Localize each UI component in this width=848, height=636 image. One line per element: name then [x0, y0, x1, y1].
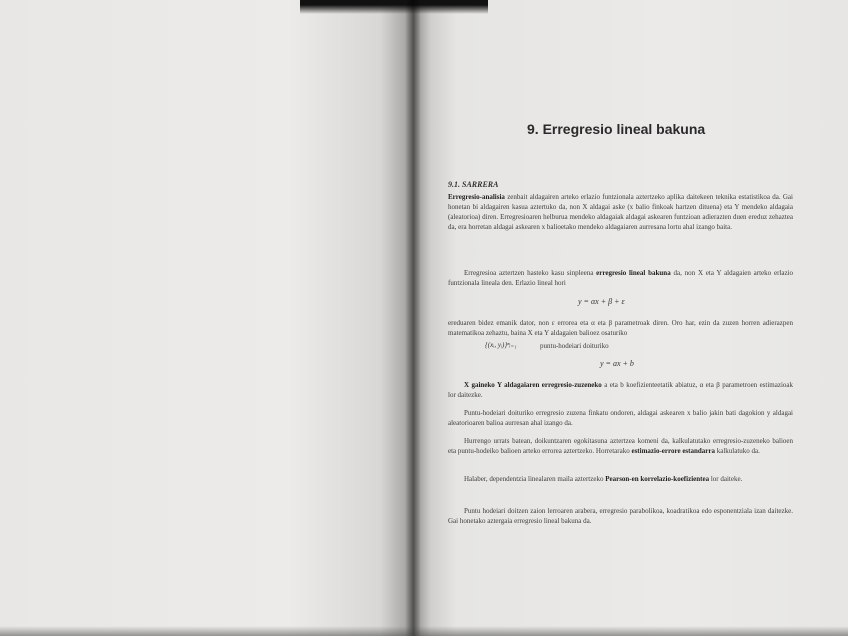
paragraph-coefficients-text: a eta b koefizienteetatik abiatuz, α eta β parametroen estimazioak lor daitezke.	[448, 381, 794, 399]
chapter-title: 9. Erregresio lineal bakuna	[527, 121, 706, 137]
term-erregresio-analisia: Erregresio-analisia	[448, 193, 505, 201]
left-page	[0, 0, 413, 636]
paragraph-goodness-text-a: Hurrengo urrats batean, doikuntzaren egokitasuna aztertzea komeni da, kalkulatutako erregresio-zuzeneko balioen eta puntu-hodeiko balioen arteko errorea aztertzeko. Horretarako	[448, 437, 793, 455]
term-estimazio-errore-estandarra: estimazio-errore estandarra	[631, 447, 715, 455]
paragraph-simple-case-text-a: Erregresioa aztertzen hasteko kasu sinpleena	[464, 269, 597, 277]
paragraph-goodness-of-fit	[448, 436, 793, 456]
paragraph-pearson-text-b: lor daiteke.	[709, 475, 743, 483]
paragraph-goodness-text-b: kalkulatuko da.	[714, 447, 760, 455]
paragraph-pearson	[448, 474, 793, 484]
paragraph-simple-case-text-b: da, non X eta Y aldagaien arteko erlazio funtzionala lineala den. Erlazio lineal hori	[448, 269, 793, 287]
paragraph-intro-text: zenbait aldagairen arteko erlazio funtzionala aztertzeko aplika daitekeen teknika estatistikoa da. Gai honetan bi aldagairen kasua aztertuko da, non X aldagai aske (x balio finkoak hartzen dituena) eta Y mendeko aldagaia (aleatorioa) diren. Erregresioaren helburua mendeko aldagaiak aldagai askearen funtzioan adierazten duen ereduz zehaztea da, era horretan aldagai askearen x balioetako mendeko aldagaiaren aurresana lortu ahal izango baita.	[448, 193, 793, 231]
section-heading: 9.1. SARRERA	[448, 180, 499, 189]
paragraph-coefficients	[448, 380, 793, 400]
paragraph-prediction: Puntu-hodeiari doituriko erregresio zuzena finkatu ondoren, aldagai askearen x balio jakin bati dagokion y aldagai aleatorioaren balioa aurresan ahal izango da.	[448, 409, 793, 427]
paragraph-intro	[448, 192, 793, 232]
formula-regression-line: y = ax + b	[600, 359, 634, 368]
term-pearson-correlation: Pearson-en korrelazio-koefizientea	[605, 475, 710, 483]
book-spine	[405, 0, 421, 636]
paragraph-other-regressions: Puntu hodeiari doitzen zaion lerroaren arabera, erregresio parabolikoa, koadratikoa edo esponentziala izan daitezke. Gai honetako aztergaia erregresio lineal bakuna da.	[448, 507, 793, 525]
paragraph-point-cloud: puntu-hodeiari doituriko	[540, 342, 609, 350]
term-erregresio-lineal-bakuna: erregresio lineal bakuna	[596, 269, 671, 277]
top-shadow-right	[413, 0, 488, 14]
formula-model: y = αx + β + ε	[578, 297, 625, 306]
term-regression-line-x-on-y: X gaineko Y aldagaiaren erregresio-zuzeneko	[464, 381, 602, 389]
formula-point-set: {(xᵢ, yᵢ)}ⁿᵢ₌₁	[485, 341, 517, 349]
paragraph-pearson-text-a: Halaber, dependentzia linealaren maila aztertzeko	[464, 475, 606, 483]
bottom-edge-shadow	[0, 626, 848, 636]
paragraph-simple-case	[448, 268, 793, 288]
top-shadow-left	[300, 0, 413, 14]
paragraph-model-explanation: ereduaren bidez emanik dator, non ε errorea eta α eta β parametroak diren. Oro har, ezin da zuzen horren adierazpen matematikoa zehaztu, baina X eta Y aldagaien balioez osaturiko	[448, 319, 793, 337]
